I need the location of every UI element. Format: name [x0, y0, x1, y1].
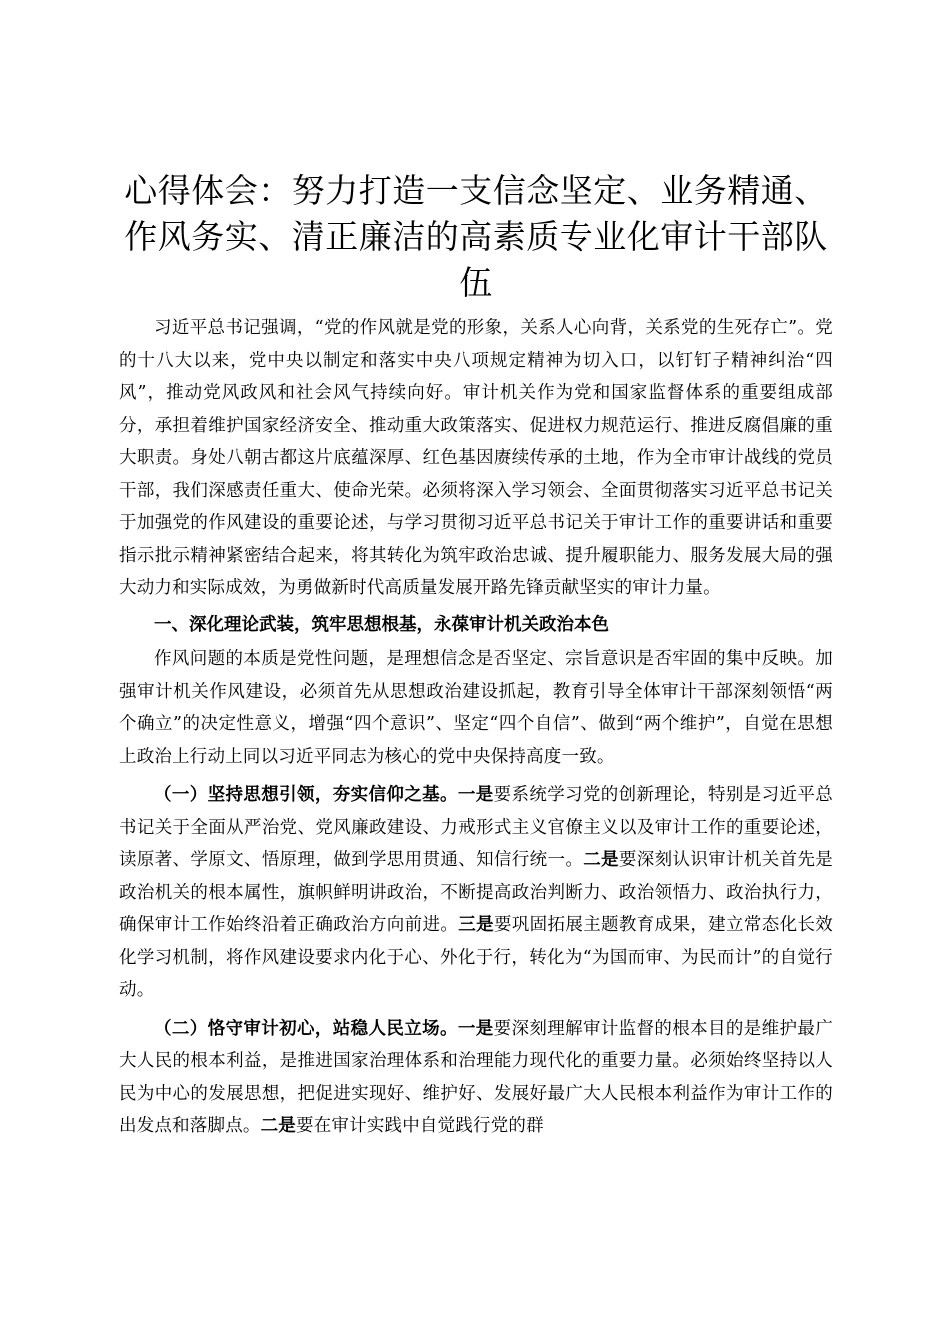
point-marker: 一是 [457, 1018, 494, 1039]
point-text: 要在审计实践中自觉践行党的群 [296, 1116, 544, 1136]
point-marker: 三是 [458, 915, 494, 935]
document-title: 心得体会：努力打造一支信念坚定、业务精通、作风务实、清正廉洁的高素质专业化审计干部队伍 [124, 171, 828, 302]
intro-paragraph: 习近平总书记强调，“党的作风就是党的形象，关系人心向背，关系党的生死存亡”。党的十八大以来，党中央以制定和落实中央八项规定精神为切入口，以钉钉子精神纠治“四风”，推动党风政风和社会风气持续向好。审计机关作为党和国家监督体系的重要组成部分，承担着维护国家经济安全、推动重大政策落实、促进权力规范运行、推进反腐倡廉的重大职责。身处八朝古都这片底蕴深厚、红色基因赓续传承的土地，作为全市审计战线的党员干部，我们深感责任重大、使命光荣。必须将深入学习领会、全面贯彻落实习近平总书记关于加强党的作风建设的重要论述，与学习贯彻习近平总书记关于审计工作的重要讲话和重要指示批示精神紧密结合起来，将其转化为筑牢政治忠诚、提升履职能力、服务发展大局的强大动力和实际成效，为勇做新时代高质量发展开路先锋贡献坚实的审计力量。 [119, 318, 833, 598]
subsection-1-lead: （一）坚持思想引领，夯实信仰之基。 [154, 785, 458, 805]
point-marker: 二是 [260, 1116, 297, 1136]
subsection-1-paragraph [119, 779, 833, 1007]
document-page [119, 168, 833, 1143]
section-1-paragraph: 作风问题的本质是党性问题，是理想信念是否坚定、宗旨意识是否牢固的集中反映。加强审计机关作风建设，必须首先从思想政治建设抓起，教育引导全体审计干部深刻领悟“两个确立”的决定性意义，增强“四个意识”、坚定“四个自信”、做到“两个维护”，自觉在思想上政治上行动上同以习近平同志为核心的党中央保持高度一致。 [119, 649, 833, 767]
subsection-2-paragraph [119, 1013, 833, 1143]
subsection-2-lead: （二）恪守审计初心，站稳人民立场。 [154, 1018, 458, 1039]
point-text: 要深刻理解审计监督的根本目的是维护最广大人民的根本利益，是推进国家治理体系和治理能力现代化的重要力量。必须始终坚持以人民为中心的发展思想，把促进实现好、维护好、发展好最广大人民根本利益作为审计工作的出发点和落脚点。 [119, 1018, 833, 1136]
point-text: 要系统学习党的创新理论，特别是习近平总书记关于全面从严治党、党风廉政建设、力戒形式主义官僚主义以及审计工作的重要论述，读原著、学原文、悟原理，做到学思用贯通、知信行统一。 [119, 785, 833, 870]
section-heading-1: 一、深化理论武装，筑牢思想根基，永葆审计机关政治本色 [154, 614, 609, 635]
point-text: 要深刻认识审计机关首先是政治机关的根本属性，旗帜鲜明讲政治，不断提高政治判断力、政治领悟力、政治执行力，确保审计工作始终沿着正确政治方向前进。 [119, 850, 833, 935]
point-marker: 一是 [457, 785, 494, 805]
point-marker: 二是 [583, 850, 619, 870]
point-text: 要巩固拓展主题教育成果，建立常态化长效化学习机制，将作风建设要求内化于心、外化于行，转化为“为国而审、为民而计”的自觉行动。 [119, 915, 833, 1000]
